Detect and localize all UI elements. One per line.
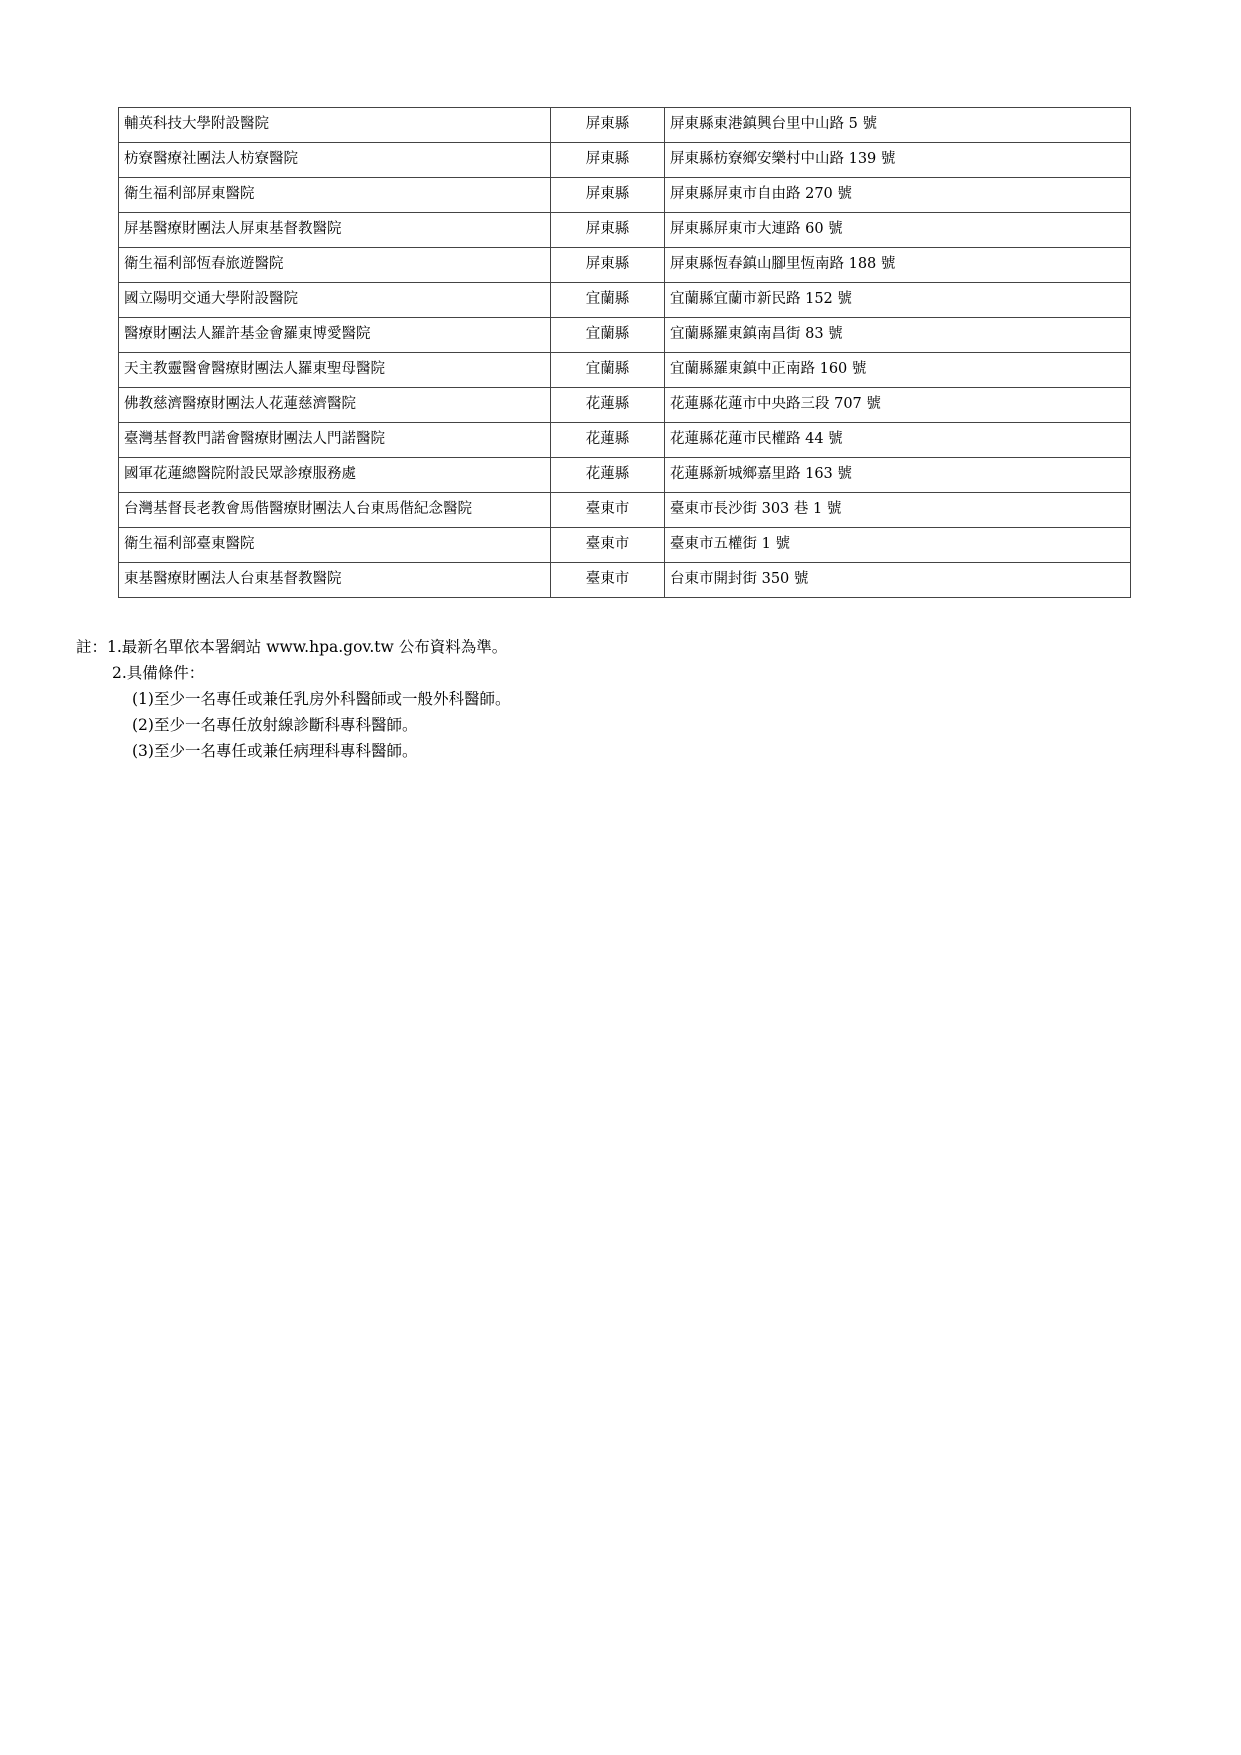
county-cell: 花蓮縣: [551, 388, 665, 423]
county-cell: 屏東縣: [551, 248, 665, 283]
table-row: [119, 493, 1131, 528]
address-cell: 宜蘭縣羅東鎮南昌街 83 號: [665, 318, 1131, 353]
hospital-table: [118, 107, 1131, 598]
note-line-1: 註：1.最新名單依本署網站 www.hpa.gov.tw 公布資料為準。: [76, 638, 508, 656]
table-row: [119, 423, 1131, 458]
table-row: [119, 143, 1131, 178]
address-cell: 宜蘭縣羅東鎮中正南路 160 號: [665, 353, 1131, 388]
address-cell: 臺東市五權街 1 號: [665, 528, 1131, 563]
hospital-name-cell: 枋寮醫療社團法人枋寮醫院: [119, 143, 551, 178]
hospital-name-cell: 衛生福利部臺東醫院: [119, 528, 551, 563]
hospital-name-cell: 醫療財團法人羅許基金會羅東博愛醫院: [119, 318, 551, 353]
table-row: [119, 178, 1131, 213]
address-cell: 宜蘭縣宜蘭市新民路 152 號: [665, 283, 1131, 318]
table-row: [119, 213, 1131, 248]
county-cell: 屏東縣: [551, 108, 665, 143]
note-line-3: (1)至少一名專任或兼任乳房外科醫師或一般外科醫師。: [132, 690, 511, 708]
hospital-name-cell: 佛教慈濟醫療財團法人花蓮慈濟醫院: [119, 388, 551, 423]
table-row: [119, 458, 1131, 493]
table-row: [119, 108, 1131, 143]
hospital-name-cell: 屏基醫療財團法人屏東基督教醫院: [119, 213, 551, 248]
hospital-name-cell: 東基醫療財團法人台東基督教醫院: [119, 563, 551, 598]
table-row: [119, 283, 1131, 318]
table-row: [119, 528, 1131, 563]
note-line-4: (2)至少一名專任放射線診斷科專科醫師。: [132, 716, 418, 734]
hospital-name-cell: 衛生福利部屏東醫院: [119, 178, 551, 213]
hospital-name-cell: 國軍花蓮總醫院附設民眾診療服務處: [119, 458, 551, 493]
notes: [76, 634, 510, 764]
hospital-table-body: [119, 108, 1131, 598]
address-cell: 屏東縣恆春鎮山腳里恆南路 188 號: [665, 248, 1131, 283]
county-cell: 宜蘭縣: [551, 353, 665, 388]
address-cell: 台東市開封街 350 號: [665, 563, 1131, 598]
county-cell: 屏東縣: [551, 178, 665, 213]
county-cell: 宜蘭縣: [551, 283, 665, 318]
address-cell: 臺東市長沙街 303 巷 1 號: [665, 493, 1131, 528]
hospital-name-cell: 臺灣基督教門諾會醫療財團法人門諾醫院: [119, 423, 551, 458]
county-cell: 臺東市: [551, 493, 665, 528]
address-cell: 屏東縣枋寮鄉安樂村中山路 139 號: [665, 143, 1131, 178]
hospital-name-cell: 衛生福利部恆春旅遊醫院: [119, 248, 551, 283]
table-row: [119, 563, 1131, 598]
address-cell: 花蓮縣新城鄉嘉里路 163 號: [665, 458, 1131, 493]
table-row: [119, 318, 1131, 353]
address-cell: 屏東縣屏東市自由路 270 號: [665, 178, 1131, 213]
county-cell: 臺東市: [551, 563, 665, 598]
note-line-2: 2.具備條件：: [112, 664, 205, 682]
table-row: [119, 248, 1131, 283]
county-cell: 臺東市: [551, 528, 665, 563]
county-cell: 花蓮縣: [551, 423, 665, 458]
address-cell: 屏東縣東港鎮興台里中山路 5 號: [665, 108, 1131, 143]
table-row: [119, 388, 1131, 423]
hospital-name-cell: 國立陽明交通大學附設醫院: [119, 283, 551, 318]
county-cell: 花蓮縣: [551, 458, 665, 493]
county-cell: 屏東縣: [551, 143, 665, 178]
address-cell: 花蓮縣花蓮市中央路三段 707 號: [665, 388, 1131, 423]
address-cell: 屏東縣屏東市大連路 60 號: [665, 213, 1131, 248]
note-line-5: (3)至少一名專任或兼任病理科專科醫師。: [132, 742, 418, 760]
table-row: [119, 353, 1131, 388]
hospital-name-cell: 輔英科技大學附設醫院: [119, 108, 551, 143]
address-cell: 花蓮縣花蓮市民權路 44 號: [665, 423, 1131, 458]
county-cell: 屏東縣: [551, 213, 665, 248]
county-cell: 宜蘭縣: [551, 318, 665, 353]
hospital-name-cell: 台灣基督長老教會馬偕醫療財團法人台東馬偕紀念醫院: [119, 493, 551, 528]
hospital-name-cell: 天主教靈醫會醫療財團法人羅東聖母醫院: [119, 353, 551, 388]
